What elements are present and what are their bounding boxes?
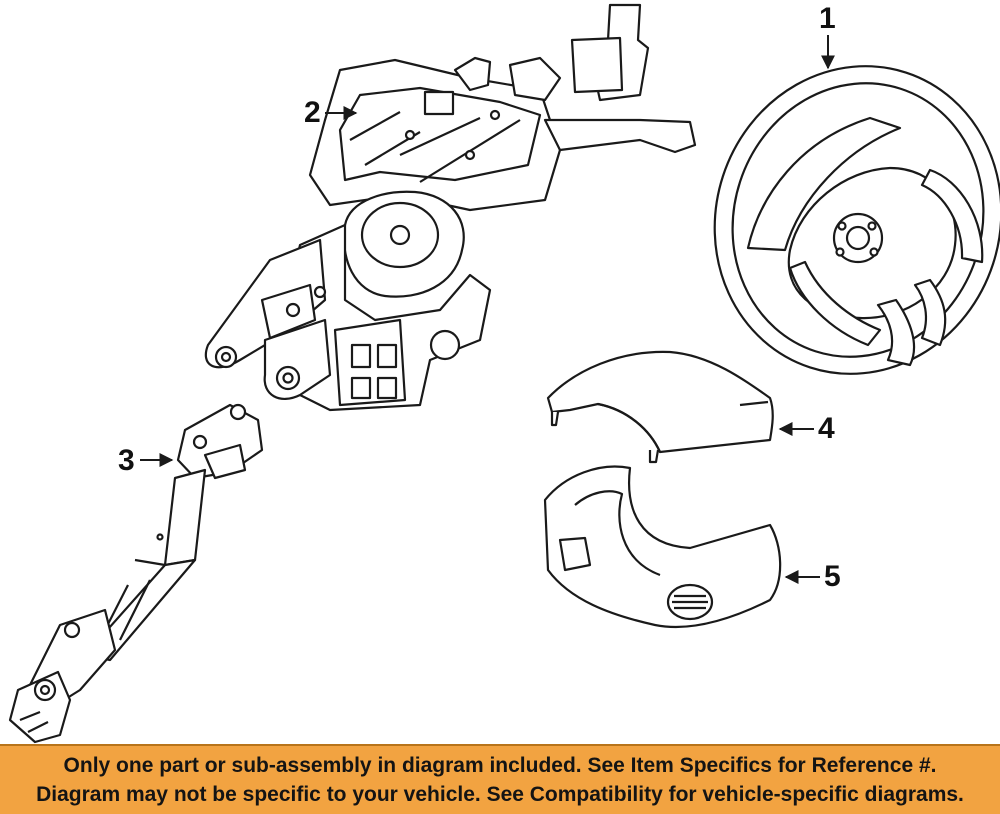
steering-wheel-drawing [675, 29, 1000, 412]
callout-5: 5 [824, 560, 841, 593]
steering-column-drawing [206, 5, 695, 410]
disclaimer-banner [0, 744, 1000, 814]
callout-1: 1 [819, 2, 836, 35]
callout-2: 2 [304, 96, 321, 129]
callout-3: 3 [118, 444, 135, 477]
upper-column-cover-drawing [548, 352, 773, 462]
disclaimer-line-1: Only one part or sub-assembly in diagram included. See Item Specifics for Reference #. [63, 754, 937, 777]
lower-column-cover-drawing [545, 467, 780, 627]
intermediate-shaft-drawing [10, 405, 262, 742]
callout-4: 4 [818, 412, 835, 445]
disclaimer-line-2: Diagram may not be specific to your vehicle. See Compatibility for vehicle-specific diagrams. [36, 783, 964, 806]
